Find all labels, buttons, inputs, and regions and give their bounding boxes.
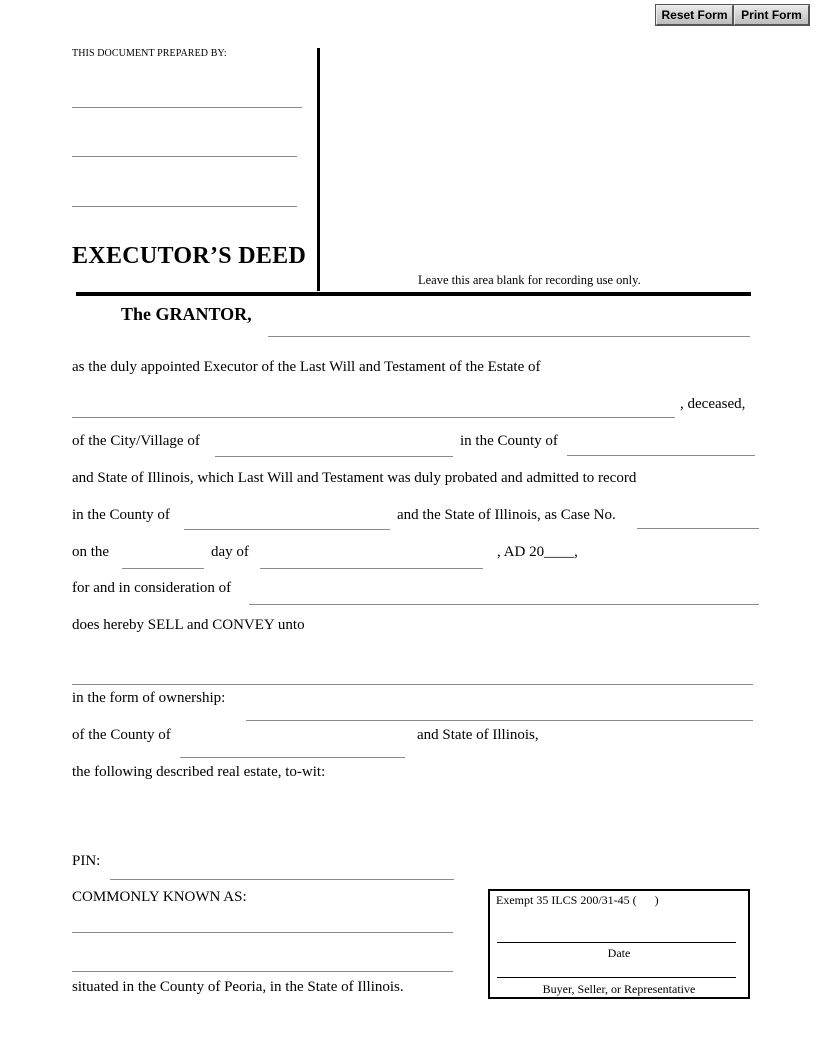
- on-the-label: on the: [72, 544, 110, 560]
- deceased-text: , deceased,: [680, 396, 746, 412]
- ad-year-label: , AD 20____,: [497, 544, 578, 560]
- address-line-1[interactable]: [72, 932, 453, 933]
- pin-field[interactable]: [110, 879, 454, 880]
- exempt-text: Exempt 35 ILCS 200/31-45 ( ): [496, 893, 659, 907]
- grantor-label: The GRANTOR,: [121, 304, 252, 324]
- header-rule: [76, 292, 751, 296]
- consideration-field[interactable]: [249, 604, 759, 605]
- print-form-button[interactable]: Print Form: [734, 5, 809, 25]
- estate-name-field[interactable]: [72, 417, 675, 418]
- exempt-date-label: Date: [607, 946, 631, 960]
- recording-note: Leave this area blank for recording use only.: [418, 273, 641, 287]
- probate-county-label: in the County of: [72, 507, 170, 523]
- situated-text: situated in the County of Peoria, in the State of Illinois.: [72, 979, 404, 995]
- reset-form-button[interactable]: Reset Form: [656, 5, 733, 25]
- city-village-label: of the City/Village of: [72, 433, 200, 449]
- city-village-field[interactable]: [215, 456, 453, 457]
- case-no-label: and the State of Illinois, as Case No.: [397, 507, 616, 523]
- exempt-date-line[interactable]: [497, 942, 736, 943]
- and-state-text: and State of Illinois,: [417, 727, 539, 743]
- day-of-label: day of: [211, 544, 249, 560]
- exempt-signature-line[interactable]: [497, 977, 736, 978]
- county-field[interactable]: [567, 455, 755, 456]
- ownership-label: in the form of ownership:: [72, 690, 226, 706]
- commonly-known-label: COMMONLY KNOWN AS:: [72, 889, 247, 905]
- pin-label: PIN:: [72, 853, 101, 869]
- of-county-label: of the County of: [72, 727, 171, 743]
- day-field[interactable]: [122, 568, 204, 569]
- executor-text: as the duly appointed Executor of the Last Will and Testament of the Estate of: [72, 359, 541, 375]
- exempt-signer-label: Buyer, Seller, or Representative: [542, 982, 696, 996]
- grantee-field[interactable]: [72, 684, 753, 685]
- sell-convey-text: does hereby SELL and CONVEY unto: [72, 617, 305, 633]
- state-probated-text: and State of Illinois, which Last Will and Testament was duly probated and admitted to record: [72, 470, 637, 486]
- described-text: the following described real estate, to-wit:: [72, 764, 326, 780]
- ownership-field[interactable]: [246, 720, 753, 721]
- case-no-field[interactable]: [637, 528, 759, 529]
- preparer-line-2[interactable]: [72, 156, 297, 157]
- preparer-line-1[interactable]: [72, 107, 302, 108]
- header-vertical-divider: [317, 48, 320, 291]
- probate-county-field[interactable]: [184, 529, 390, 530]
- month-field[interactable]: [260, 568, 483, 569]
- grantor-field[interactable]: [268, 336, 750, 337]
- grantee-county-field[interactable]: [180, 757, 405, 758]
- preparer-line-3[interactable]: [72, 206, 297, 207]
- in-county-label: in the County of: [460, 433, 558, 449]
- prepared-by-label: THIS DOCUMENT PREPARED BY:: [72, 48, 227, 59]
- address-line-2[interactable]: [72, 971, 453, 972]
- page-title: EXECUTOR’S DEED: [72, 243, 307, 269]
- exempt-box: [488, 889, 750, 999]
- consideration-label: for and in consideration of: [72, 580, 232, 596]
